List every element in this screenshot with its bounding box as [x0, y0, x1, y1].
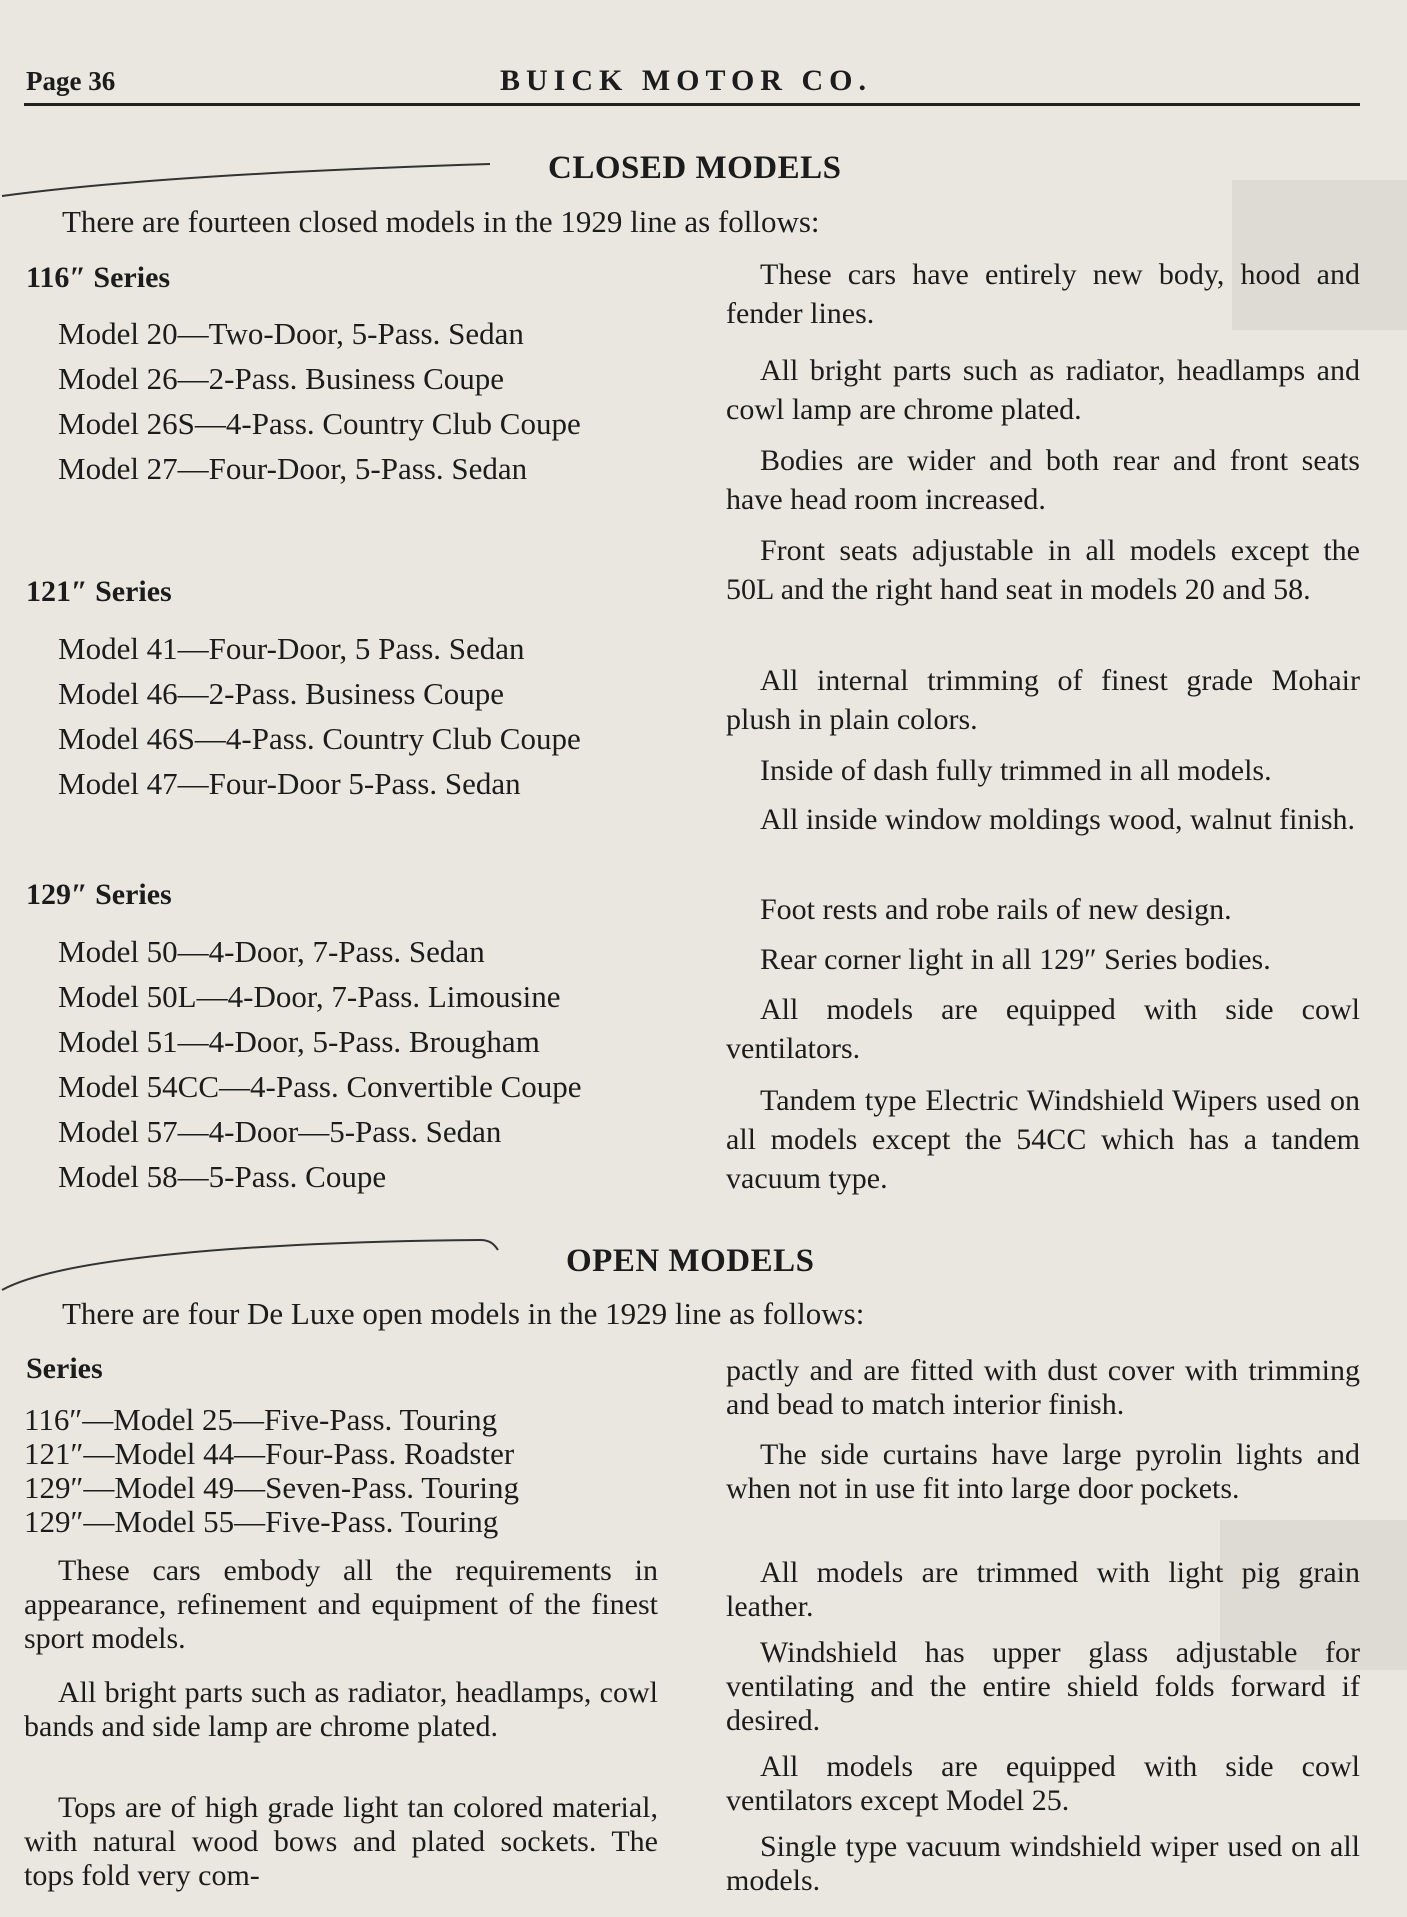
- series-heading: 121″ Series: [26, 575, 172, 608]
- model-item: 121″—Model 44—Four-Pass. Roadster: [24, 1436, 515, 1471]
- body-paragraph: All internal trimming of finest grade Mohair plush in plain colors.: [726, 664, 1360, 736]
- model-item: 129″—Model 49—Seven-Pass. Touring: [24, 1470, 519, 1505]
- body-paragraph: These cars have entirely new body, hood and fender lines.: [726, 258, 1360, 330]
- model-item: Model 47—Four-Door 5-Pass. Sedan: [58, 766, 521, 801]
- body-paragraph: All inside window moldings wood, walnut finish.: [760, 803, 1355, 836]
- model-item: Model 50—4-Door, 7-Pass. Sedan: [58, 934, 485, 969]
- body-paragraph: Single type vacuum windshield wiper used on all models.: [726, 1830, 1360, 1897]
- body-paragraph: Rear corner light in all 129″ Series bodies.: [760, 943, 1271, 976]
- body-paragraph: All models are equipped with side cowl ventilators.: [726, 993, 1360, 1065]
- model-list: [58, 929, 582, 1199]
- open-model-list: [24, 1403, 519, 1539]
- body-paragraph: All bright parts such as radiator, headlamps and cowl lamp are chrome plated.: [726, 354, 1360, 426]
- model-item: Model 50L—4-Door, 7-Pass. Limousine: [58, 979, 561, 1014]
- body-paragraph: Bodies are wider and both rear and front seats have head room increased.: [726, 444, 1360, 516]
- body-paragraph: Inside of dash fully trimmed in all models.: [760, 754, 1272, 787]
- model-item: Model 54CC—4-Pass. Convertible Coupe: [58, 1069, 582, 1104]
- closed-models-title: CLOSED MODELS: [548, 150, 842, 186]
- model-item: Model 57—4-Door—5-Pass. Sedan: [58, 1114, 502, 1149]
- model-item: Model 58—5-Pass. Coupe: [58, 1159, 387, 1194]
- model-item: Model 26S—4-Pass. Country Club Coupe: [58, 406, 581, 441]
- series-heading: 116″ Series: [26, 261, 171, 294]
- page-number: Page 36: [26, 66, 116, 96]
- body-paragraph: pactly and are fitted with dust cover with trimming and bead to match interior finish.: [726, 1354, 1360, 1421]
- series-heading: 129″ Series: [26, 878, 172, 911]
- model-item: Model 41—Four-Door, 5 Pass. Sedan: [58, 631, 525, 666]
- body-paragraph: All bright parts such as radiator, headlamps, cowl bands and side lamp are chrome plated.: [24, 1676, 658, 1743]
- model-item: Model 27—Four-Door, 5-Pass. Sedan: [58, 451, 528, 486]
- model-item: Model 46S—4-Pass. Country Club Coupe: [58, 721, 581, 756]
- model-item: Model 26—2-Pass. Business Coupe: [58, 361, 505, 396]
- running-header: BUICK MOTOR CO.: [500, 64, 872, 97]
- decorative-swoosh: [0, 150, 500, 200]
- body-paragraph: Windshield has upper glass adjustable for ventilating and the entire shield folds forward if desired.: [726, 1636, 1360, 1737]
- body-paragraph: The side curtains have large pyrolin lights and when not in use fit into large door pockets.: [726, 1438, 1360, 1505]
- body-paragraph: Foot rests and robe rails of new design.: [760, 893, 1232, 926]
- model-item: Model 20—Two-Door, 5-Pass. Sedan: [58, 316, 524, 351]
- body-paragraph: Front seats adjustable in all models except the 50L and the right hand seat in models 20 and 58.: [726, 534, 1360, 606]
- body-paragraph: These cars embody all the requirements in appearance, refinement and equipment of the finest sport models.: [24, 1554, 658, 1655]
- model-item: Model 46—2-Pass. Business Coupe: [58, 676, 505, 711]
- closed-intro: There are fourteen closed models in the 1929 line as follows:: [62, 204, 820, 239]
- open-models-title: OPEN MODELS: [566, 1243, 815, 1279]
- model-list: [58, 626, 581, 806]
- open-intro: There are four De Luxe open models in the 1929 line as follows:: [62, 1296, 865, 1331]
- body-paragraph: All models are equipped with side cowl ventilators except Model 25.: [726, 1750, 1360, 1817]
- model-item: 129″—Model 55—Five-Pass. Touring: [24, 1504, 499, 1539]
- model-list: [58, 311, 581, 491]
- body-paragraph: Tops are of high grade light tan colored material, with natural wood bows and plated sockets. The tops fold very com-: [24, 1791, 658, 1892]
- series-heading: Series: [26, 1352, 103, 1385]
- body-paragraph: All models are trimmed with light pig grain leather.: [726, 1556, 1360, 1623]
- body-paragraph: Tandem type Electric Windshield Wipers used on all models except the 54CC which has a tandem vacuum type.: [726, 1084, 1360, 1195]
- model-item: Model 51—4-Door, 5-Pass. Brougham: [58, 1024, 540, 1059]
- header-rule: [24, 103, 1360, 106]
- decorative-swoosh: [0, 1228, 510, 1298]
- model-item: 116″—Model 25—Five-Pass. Touring: [24, 1402, 498, 1437]
